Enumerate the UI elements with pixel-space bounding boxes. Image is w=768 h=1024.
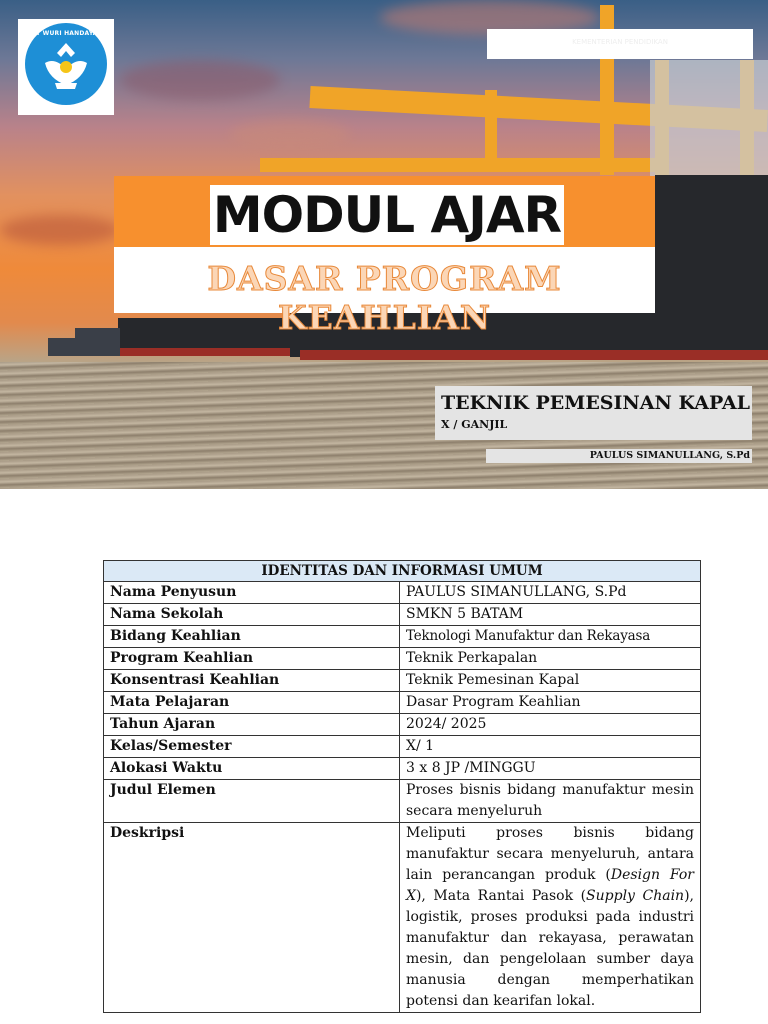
row-label: Alokasi Waktu xyxy=(104,758,400,780)
deskripsi-italic: Supply Chain xyxy=(586,888,685,904)
ship-waterline xyxy=(300,350,768,360)
table-row xyxy=(104,736,701,758)
header-label: KEMENTERIAN PENDIDIKAN xyxy=(572,38,668,46)
cover-image xyxy=(0,0,768,489)
row-value: Teknik Perkapalan xyxy=(400,648,701,670)
tut-wuri-handayani-logo xyxy=(25,23,107,105)
row-value: Teknik Pemesinan Kapal xyxy=(400,670,701,692)
deskripsi-text: ), logistik, proses produksi pada industri manufaktur dan rekayasa, perawatan mesin, dan pengelolaan sumber daya manusia dengan memperhatikan potensi dan kearifan lokal. xyxy=(406,888,694,1009)
row-label: Tahun Ajaran xyxy=(104,714,400,736)
table-header: IDENTITAS DAN INFORMASI UMUM xyxy=(104,561,701,582)
row-value: Dasar Program Keahlian xyxy=(400,692,701,714)
author-box xyxy=(486,449,752,463)
subtitle-box xyxy=(114,247,655,337)
table-row xyxy=(104,670,701,692)
table-row-deskripsi xyxy=(104,823,701,1013)
table-row xyxy=(104,780,701,823)
row-value: PAULUS SIMANULLANG, S.Pd xyxy=(400,582,701,604)
table-row xyxy=(104,626,701,648)
table-row xyxy=(104,758,701,780)
class-semester: X / GANJIL xyxy=(441,418,508,431)
row-value: X/ 1 xyxy=(400,736,701,758)
crane-tower xyxy=(485,90,497,170)
row-label: Bidang Keahlian xyxy=(104,626,400,648)
header-label-box xyxy=(487,29,753,59)
row-label: Mata Pelajaran xyxy=(104,692,400,714)
author-name: PAULUS SIMANULLANG, S.Pd xyxy=(589,450,750,461)
document-subtitle: DASAR PROGRAM KEAHLIAN xyxy=(207,259,562,337)
row-label: Deskripsi xyxy=(104,823,400,1013)
info-table xyxy=(103,560,701,1013)
deskripsi-text: ), Mata Rantai Pasok ( xyxy=(415,888,587,904)
program-box xyxy=(435,386,752,440)
program-name: TEKNIK PEMESINAN KAPAL xyxy=(441,392,750,414)
row-label: Nama Penyusun xyxy=(104,582,400,604)
row-value: Proses bisnis bidang manufaktur mesin secara menyeluruh xyxy=(400,780,701,823)
ship-hull xyxy=(48,338,78,356)
deskripsi-text: Meliputi proses bisnis bidang manufaktur secara menyeluruh, antara lain perancangan produk ( xyxy=(406,825,694,883)
deskripsi-italic: Design For X xyxy=(406,867,694,904)
row-label: Kelas/Semester xyxy=(104,736,400,758)
row-value: 2024/ 2025 xyxy=(400,714,701,736)
table-header-row xyxy=(104,561,701,582)
ship-hull xyxy=(75,328,120,356)
row-value: 3 x 8 JP /MINGGU xyxy=(400,758,701,780)
table-row xyxy=(104,604,701,626)
table-row xyxy=(104,714,701,736)
ship-waterline xyxy=(118,348,290,356)
title-band xyxy=(114,176,655,337)
garuda-emblem-icon xyxy=(25,23,107,105)
row-label: Nama Sekolah xyxy=(104,604,400,626)
row-label: Judul Elemen xyxy=(104,780,400,823)
row-label: Konsentrasi Keahlian xyxy=(104,670,400,692)
table-row xyxy=(104,692,701,714)
table-row xyxy=(104,648,701,670)
table-row xyxy=(104,582,701,604)
deskripsi-value xyxy=(400,823,701,1013)
row-value: Teknologi Manufaktur dan Rekayasa xyxy=(400,626,701,648)
logo-text: TUT WURI HANDAYANI xyxy=(26,30,106,37)
document-title: MODUL AJAR xyxy=(210,185,564,245)
row-value: SMKN 5 BATAM xyxy=(400,604,701,626)
row-label: Program Keahlian xyxy=(104,648,400,670)
ship-superstructure xyxy=(650,60,768,180)
logo xyxy=(18,19,114,115)
